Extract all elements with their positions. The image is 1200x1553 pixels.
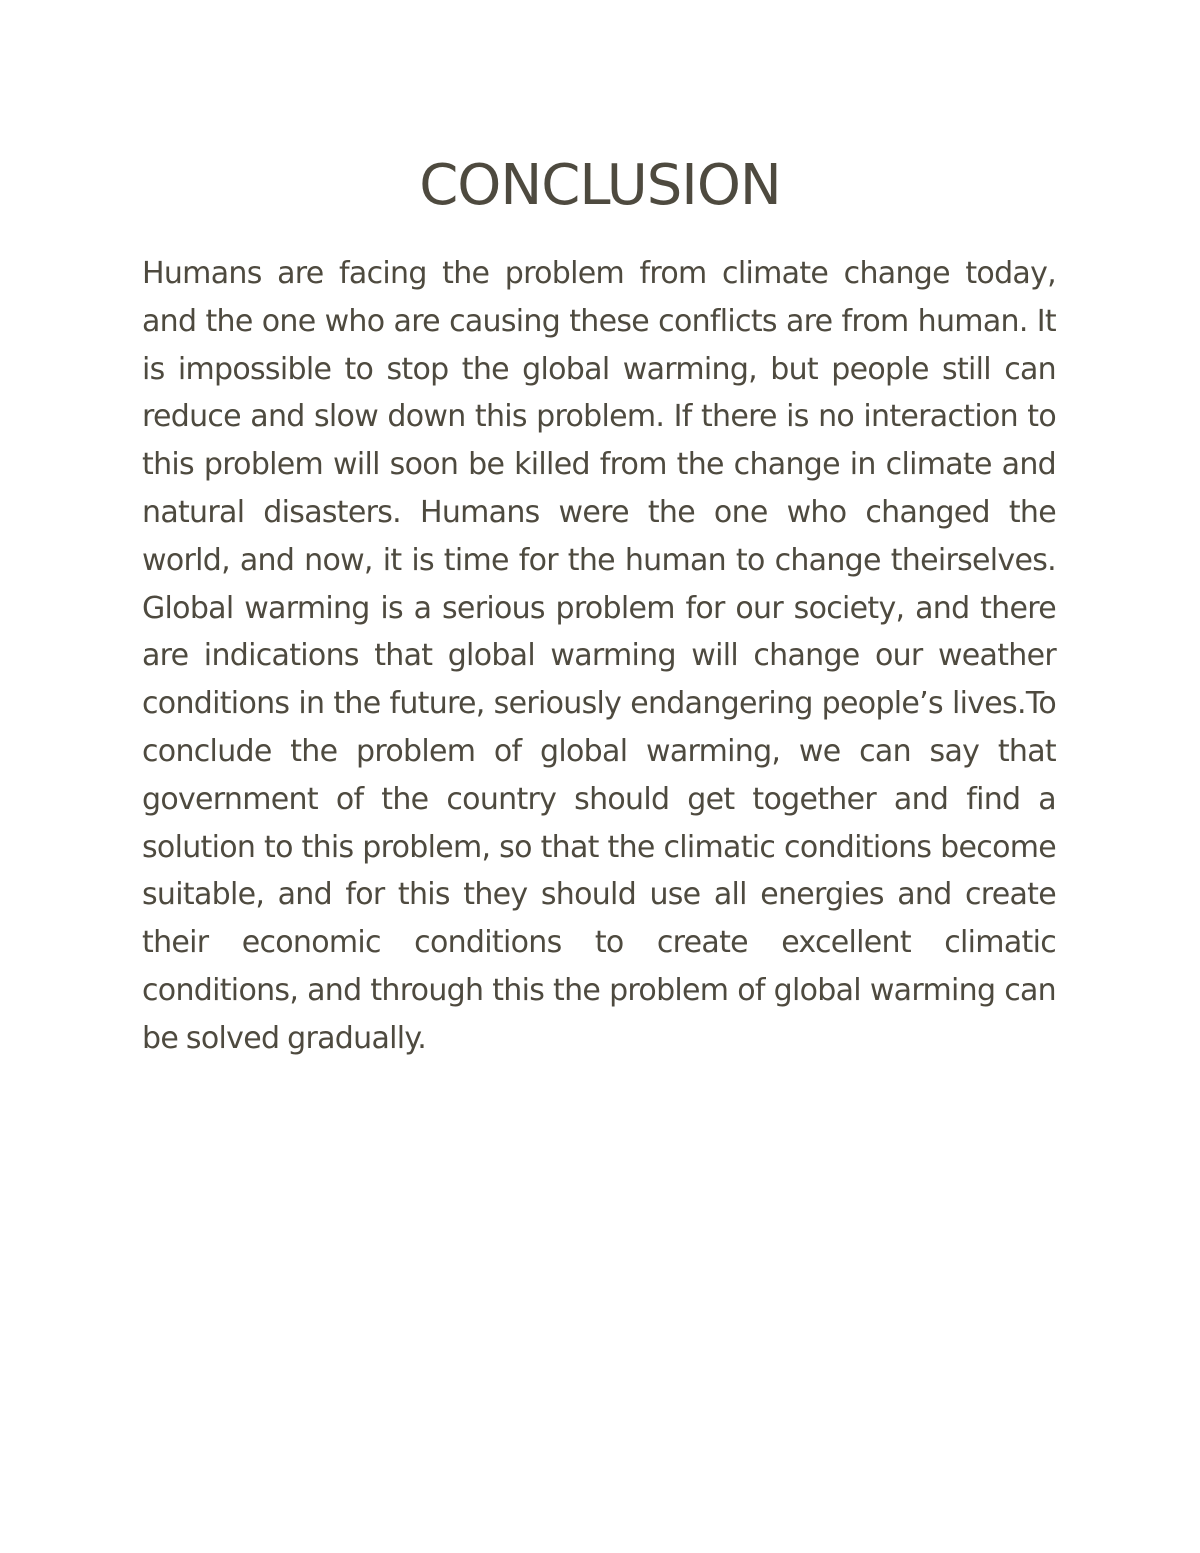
page-title: CONCLUSION bbox=[419, 153, 781, 218]
conclusion-paragraph: Humans are facing the problem from climate change today, and the one who are causing these conflicts are from human. It is impossible to stop the global warming, but people still can reduce and slow down this problem. If there is no interaction to this problem will soon be killed from the change in climate and natural disasters. Humans were the one who changed the world, and now, it is time for the human to change theirselves. Global warming is a serious problem for our society, and there are indications that global warming will change our weather conditions in the future, seriously endangering people’s lives.To conclude the problem of global warming, we can say that government of the country should get together and find a solution to this problem, so that the climatic conditions become suitable, and for this they should use all energies and create their economic conditions to create excellent climatic conditions, and through this the problem of global warming can be solved gradually. bbox=[142, 256, 1056, 1056]
